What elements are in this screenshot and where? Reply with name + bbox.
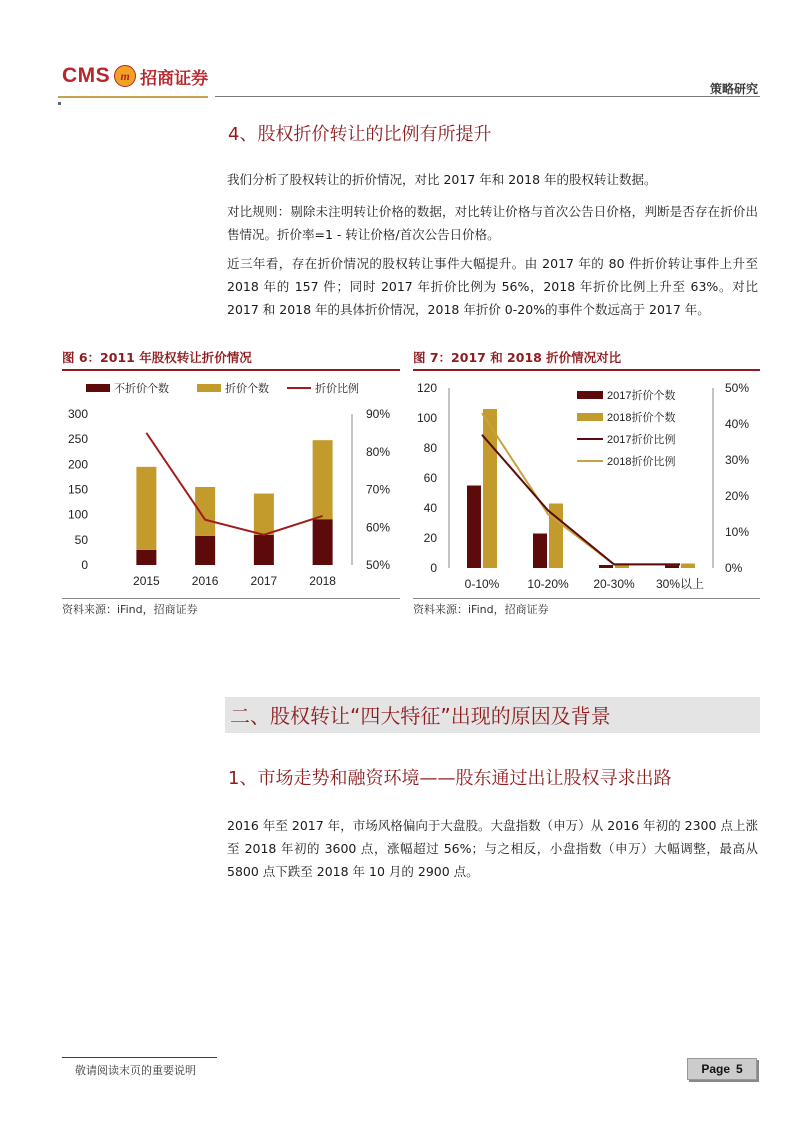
y-tick-label: 250	[67, 432, 88, 447]
footer-note: 敬请阅读末页的重要说明	[75, 1064, 196, 1077]
figure-6-source: 资料来源：iFind，招商证券	[62, 603, 198, 616]
footer-rule	[62, 1057, 217, 1058]
page-number: 5	[736, 1062, 743, 1076]
legend-label-2017-count: 2017折价个数	[607, 390, 676, 402]
legend-label-not-discounted: 不折价个数	[114, 383, 169, 395]
y-tick-label: 20	[423, 531, 437, 545]
y-tick-label: 300	[67, 407, 88, 421]
y2-tick-label: 30%	[725, 453, 750, 467]
legend-label-discounted: 折价个数	[225, 383, 269, 395]
paragraph-1: 我们分析了股权转让的折价情况，对比 2017 年和 2018 年的股权转让数据。	[227, 172, 657, 187]
bar-discounted	[136, 467, 156, 550]
y2-tick-label: 50%	[366, 558, 391, 572]
subsection-1-heading: 1、市场走势和融资环境——股东通过出让股权寻求出路	[228, 768, 672, 789]
y-tick-label: 120	[416, 381, 437, 395]
header-dot	[58, 102, 61, 105]
bar-not-discounted	[195, 536, 215, 565]
figure-7-title: 图 7：2017 和 2018 折价情况对比	[413, 350, 622, 365]
logo-badge-icon: m	[114, 65, 136, 87]
x-tick-label: 2015	[133, 574, 160, 588]
page-label: Page	[701, 1062, 730, 1076]
bar-2017-discounted	[599, 565, 613, 568]
x-tick-label: 10-20%	[527, 577, 569, 591]
y-tick-label: 50	[74, 532, 88, 547]
line-2017-ratio	[482, 435, 680, 565]
y-tick-label: 100	[67, 507, 88, 522]
logo-cms-text: CMS	[62, 64, 111, 87]
y2-tick-label: 50%	[725, 381, 750, 395]
figure-6-chart	[62, 372, 400, 597]
bar-2017-discounted	[467, 486, 481, 569]
y-tick-label: 40	[423, 501, 437, 515]
figure-7-bottom-rule	[413, 598, 760, 599]
y2-tick-label: 40%	[725, 417, 750, 431]
y-tick-label: 0	[81, 558, 88, 572]
bar-discounted	[254, 494, 274, 535]
bar-2017-discounted	[665, 565, 679, 568]
bar-discounted	[313, 440, 333, 519]
line-discount-ratio	[146, 433, 322, 535]
legend-label-2017-ratio: 2017折价比例	[607, 434, 676, 446]
x-tick-label: 0-10%	[464, 577, 500, 591]
figure-7-top-rule	[413, 369, 760, 371]
y-tick-label: 150	[67, 482, 88, 497]
bar-2018-discounted	[681, 564, 695, 569]
paragraph-2: 对比规则：剔除未注明转让价格的数据，对比转让价格与首次公告日价格，判断是否存在折价出售情况。折价率=1 - 转让价格/首次公告日价格。	[227, 204, 758, 242]
section-2-title: 二、股权转让“四大特征”出现的原因及背景	[230, 704, 611, 728]
bar-2017-discounted	[533, 534, 547, 569]
report-type: 策略研究	[709, 82, 758, 96]
y2-tick-label: 0%	[725, 561, 743, 575]
section-4-heading: 4、股权折价转让的比例有所提升	[228, 124, 492, 145]
section-2-paragraph: 2016 年至 2017 年，市场风格偏向于大盘股。大盘指数（申万）从 2016 年初的 2300 点上涨至 2018 年初的 3600 点，涨幅超过 56%；与之相反，小盘指数（申万）大幅调整，最高从 5800 点下跌至 2018 年 10 月的 2900 点。	[227, 818, 758, 879]
company-logo	[62, 62, 208, 90]
y2-tick-label: 10%	[725, 525, 750, 539]
legend-swatch-discounted	[197, 384, 221, 392]
figure-6-title: 图 6：2011 年股权转让折价情况	[62, 350, 252, 365]
y-tick-label: 200	[67, 457, 88, 472]
logo-chinese-name: 招商证券	[140, 68, 209, 89]
figure-7-source: 资料来源：iFind，招商证券	[413, 603, 549, 616]
bar-not-discounted	[313, 519, 333, 565]
x-tick-label: 30%以上	[655, 577, 705, 591]
y2-tick-label: 80%	[366, 444, 391, 459]
paragraph-3: 近三年看，存在折价情况的股权转让事件大幅提升。由 2017 年的 80 件折价转让事件上升至 2018 年的 157 件；同时 2017 年折价比例为 56%，2018 年折价比例上升至 63%。对比 2017 和 2018 年的具体折价情况，2018 年折价 0-20%的事件个数远高于 2017 年。	[227, 256, 758, 317]
y2-tick-label: 90%	[366, 407, 391, 421]
figure-7-chart	[413, 372, 760, 597]
x-tick-label: 2017	[250, 574, 278, 588]
bar-not-discounted	[136, 550, 156, 565]
legend-swatch-not-discounted	[86, 384, 110, 392]
bar-not-discounted	[254, 535, 274, 565]
y-tick-label: 0	[430, 561, 437, 575]
legend-swatch-2017-count	[577, 391, 603, 399]
x-tick-label: 2018	[309, 574, 336, 588]
legend-label-2018-count: 2018折价个数	[607, 412, 676, 424]
y2-tick-label: 20%	[725, 489, 750, 503]
legend-swatch-2018-count	[577, 413, 603, 421]
x-tick-label: 20-30%	[593, 577, 635, 591]
x-tick-label: 2016	[191, 574, 219, 588]
figure-6-bottom-rule	[62, 598, 400, 599]
header-rule	[215, 96, 760, 97]
y-tick-label: 60	[423, 471, 437, 485]
bar-discounted	[195, 487, 215, 536]
page-number-box	[687, 1058, 757, 1080]
y2-tick-label: 60%	[366, 520, 391, 535]
y-tick-label: 80	[423, 441, 437, 455]
legend-label-ratio: 折价比例	[315, 383, 359, 395]
header-accent-rule	[58, 96, 208, 98]
y-tick-label: 100	[416, 411, 437, 425]
legend-label-2018-ratio: 2018折价比例	[607, 456, 676, 468]
figure-6-top-rule	[62, 369, 400, 371]
y2-tick-label: 70%	[366, 482, 391, 497]
